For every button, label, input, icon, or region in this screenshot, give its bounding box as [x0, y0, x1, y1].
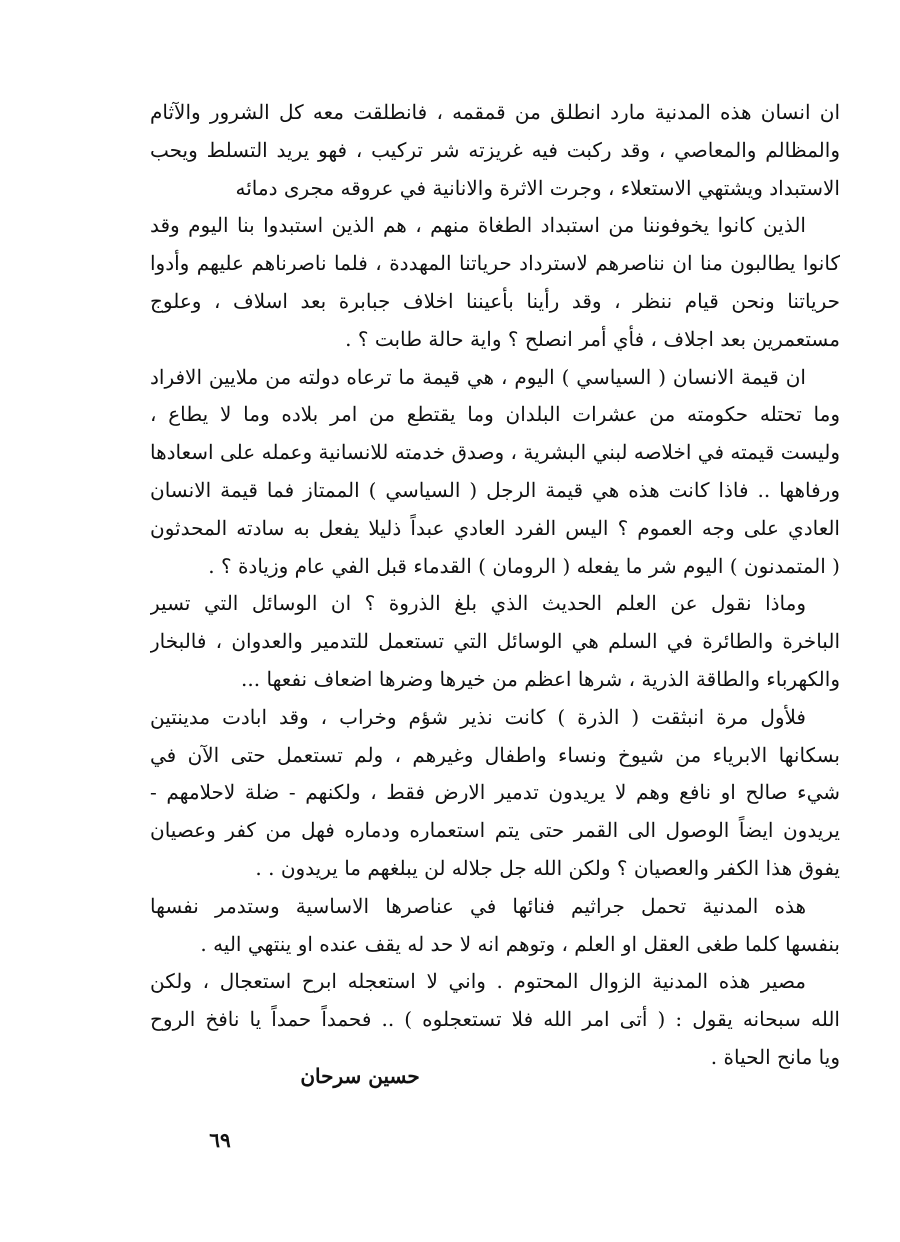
text-line: بنفسها كلما طغى العقل او العلم ، وتوهم انه لا حد له يقف عنده او ينتهي اليه .	[200, 931, 840, 956]
text-line: العادي على وجه العموم ؟ اليس الفرد العادي عبداً ذليلا يفعل به سادته المحدثون	[150, 515, 840, 540]
text-line: ويا مانح الحياة .	[710, 1044, 840, 1069]
text-line: والمظالم والمعاصي ، وقد ركبت فيه غريزته شر تركيب ، فهو يريد التسلط ويحب	[150, 137, 840, 162]
text-line: يريدون ايضاً الوصول الى القمر حتى يتم استعماره ودماره فهل من كفر وعصيان	[150, 818, 840, 843]
text-line: كانوا يطالبون منا ان نناصرهم لاسترداد حرياتنا المهددة ، فلما ناصرناهم عليهم وأدوا	[150, 251, 840, 276]
text-line: هذه المدنية تحمل جراثيم فنائها في عناصرها الاساسية وستدمر نفسها	[150, 893, 806, 918]
text-line: والكهرباء والطاقة الذرية ، شرها اعظم من خيرها وضرها اضعاف نفعها ...	[241, 666, 840, 691]
text-line: الباخرة والطائرة في السلم هي الوسائل التي تستعمل للتدمير والعدوان ، فالبخار	[150, 629, 840, 654]
text-line: وليست قيمته في اخلاصه لبني البشرية ، وصدق خدمته للانسانية وعمله على اسعادها	[150, 440, 840, 465]
text-line: ( المتمدنون ) اليوم شر ما يفعله ( الرومان ) القدماء قبل الفي عام وزيادة ؟ .	[208, 553, 840, 578]
text-line: بسكانها الابرياء من شيوخ ونساء واطفال وغيرهم ، ولم تستعمل حتى الآن في	[150, 742, 840, 767]
text-line: وما تحتله حكومته من عشرات البلدان وما يقتطع من امر بلاده وما لا يطاع ،	[150, 402, 840, 427]
text-line: مستعمرين بعد اجلاف ، فأي أمر انصلح ؟ واية حالة طابت ؟ .	[345, 326, 840, 351]
text-line: ان قيمة الانسان ( السياسي ) اليوم ، هي قيمة ما ترعاه دولته من ملايين الافراد	[150, 364, 806, 389]
author-signature: حسين سرحان	[300, 1064, 420, 1088]
text-line: الاستبداد ويشتهي الاستعلاء ، وجرت الاثرة والانانية في عروقه مجرى دمائه	[235, 175, 840, 200]
text-line: شيء صالح او نافع وهم لا يريدون تدمير الارض فقط ، ولكنهم - ضلة لاحلامهم -	[150, 780, 840, 805]
text-line: مصير هذه المدنية الزوال المحتوم . واني لا استعجله ابرح استعجال ، ولكن	[150, 969, 806, 994]
article-body	[150, 94, 840, 1077]
text-line: حرياتنا ونحن قيام ننظر ، وقد رأينا بأعيننا اخلاف جبابرة بعد اسلاف ، وعلوج	[150, 288, 840, 313]
text-line: فلأول مرة انبثقت ( الذرة ) كانت نذير شؤم وخراب ، وقد ابادت مدينتين	[150, 704, 806, 729]
text-line: وماذا نقول عن العلم الحديث الذي بلغ الذروة ؟ ان الوسائل التي تسير	[150, 591, 806, 616]
text-line: ان انسان هذه المدنية مارد انطلق من قمقمه ، فانطلقت معه كل الشرور والآثام	[150, 100, 840, 124]
text-line: الله سبحانه يقول : ( أتى امر الله فلا تستعجلوه ) .. فحمداً حمداً يا نافخ الروح	[150, 1007, 840, 1032]
text-line: يفوق هذا الكفر والعصيان ؟ ولكن الله جل جلاله لن يبلغهم ما يريدون . .	[255, 855, 840, 880]
text-line: الذين كانوا يخوفوننا من استبداد الطغاة منهم ، هم الذين استبدوا بنا اليوم وقد	[150, 213, 806, 238]
text-line: ورفاهها .. فاذا كانت هذه هي قيمة الرجل ( السياسي ) الممتاز فما قيمة الانسان	[150, 477, 840, 502]
page-number: ٦٩	[209, 1128, 231, 1152]
